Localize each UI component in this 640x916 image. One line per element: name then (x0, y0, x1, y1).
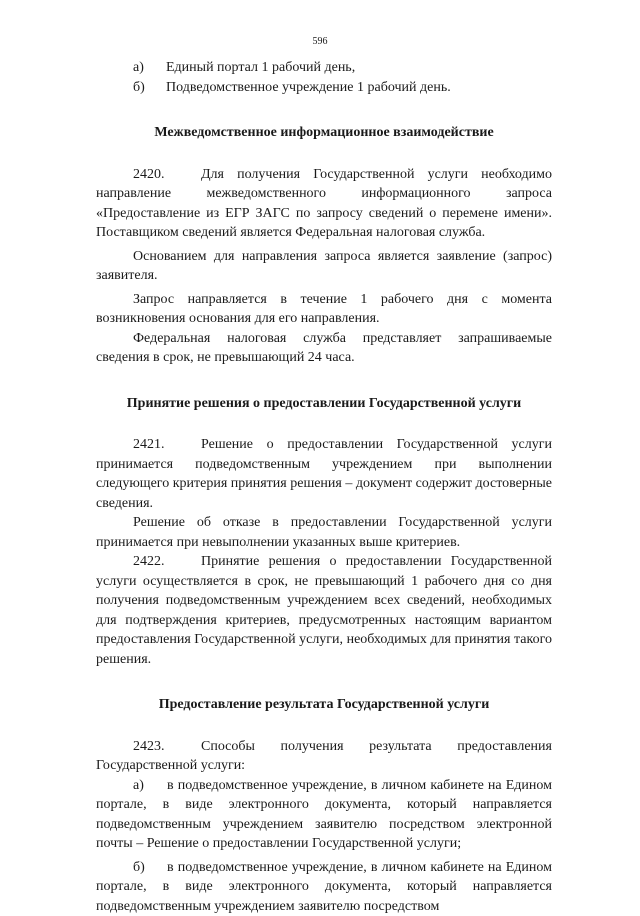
paragraph-refusal: Решение об отказе в предоставлении Государственной услуги принимается при невыполнении указанных выше критериев. (96, 513, 552, 552)
subitem-text: в подведомственное учреждение, в личном кабинете на Едином портале, в виде электронного документа, который направляется подведомственным учреждением заявителю посредством электронной почты – Решение о предоставлении Государственной услуги; (96, 778, 552, 852)
list-text: Единый портал 1 рабочий день, (166, 58, 355, 78)
paragraph-fns: Федеральная налоговая служба представляет запрашиваемые сведения в срок, не превышающий 24 часа. (96, 329, 552, 368)
paragraph-text: Способы получения результата предоставления Государственной услуги: (96, 739, 552, 774)
paragraph-text: Для получения Государственной услуги необходимо направление межведомственного информационного запроса «Предоставление из ЕГР ЗАГС по запросу сведений о перемене имени». Поставщиком сведений является Федеральная налоговая служба. (96, 167, 552, 241)
section-heading-interagency: Межведомственное информационное взаимодействие (96, 123, 552, 143)
subitem-text: в подведомственное учреждение, в личном кабинете на Едином портале, в виде электронного документа, который направляется подведомственным учреждением заявителю посредством (96, 860, 552, 914)
paragraph-basis: Основанием для направления запроса является заявление (запрос) заявителя. (96, 247, 552, 286)
paragraph-term: Запрос направляется в течение 1 рабочего дня с момента возникновения основания для его направления. (96, 290, 552, 329)
paragraph-text: Решение о предоставлении Государственной услуги принимается подведомственным учреждением при выполнении следующего критерия принятия решения – документ содержит достоверные сведения. (96, 437, 552, 511)
list-text: Подведомственное учреждение 1 рабочий день. (166, 78, 451, 98)
paragraph-number: 2422. (133, 552, 201, 572)
paragraph-2420 (96, 165, 552, 243)
paragraph-2423 (96, 737, 552, 776)
subitem-marker: а) (133, 776, 167, 796)
section-heading-result: Предоставление результата Государственной услуги (96, 695, 552, 715)
subitem-b (96, 858, 552, 916)
paragraph-number: 2423. (133, 737, 201, 757)
list-marker: б) (133, 78, 145, 98)
subitem-a (96, 776, 552, 854)
paragraph-2422 (96, 552, 552, 669)
list-item (96, 78, 552, 98)
page-number: 596 (0, 36, 640, 48)
paragraph-text: Принятие решения о предоставлении Государственной услуги осуществляется в срок, не превышающий 1 рабочего дня со дня получения подведомственным учреждением всех сведений, необходимых для подтверждения критериев, предусмотренных настоящим вариантом предоставления Государственной услуги, необходимых для принятия такого решения. (96, 554, 552, 667)
list-item (96, 58, 552, 78)
paragraph-number: 2421. (133, 435, 201, 455)
subitem-marker: б) (133, 858, 167, 878)
list-marker: а) (133, 58, 144, 78)
paragraph-2421 (96, 435, 552, 513)
section-heading-decision: Принятие решения о предоставлении Государственной услуги (96, 394, 552, 414)
paragraph-number: 2420. (133, 165, 201, 185)
document-body (96, 58, 552, 916)
